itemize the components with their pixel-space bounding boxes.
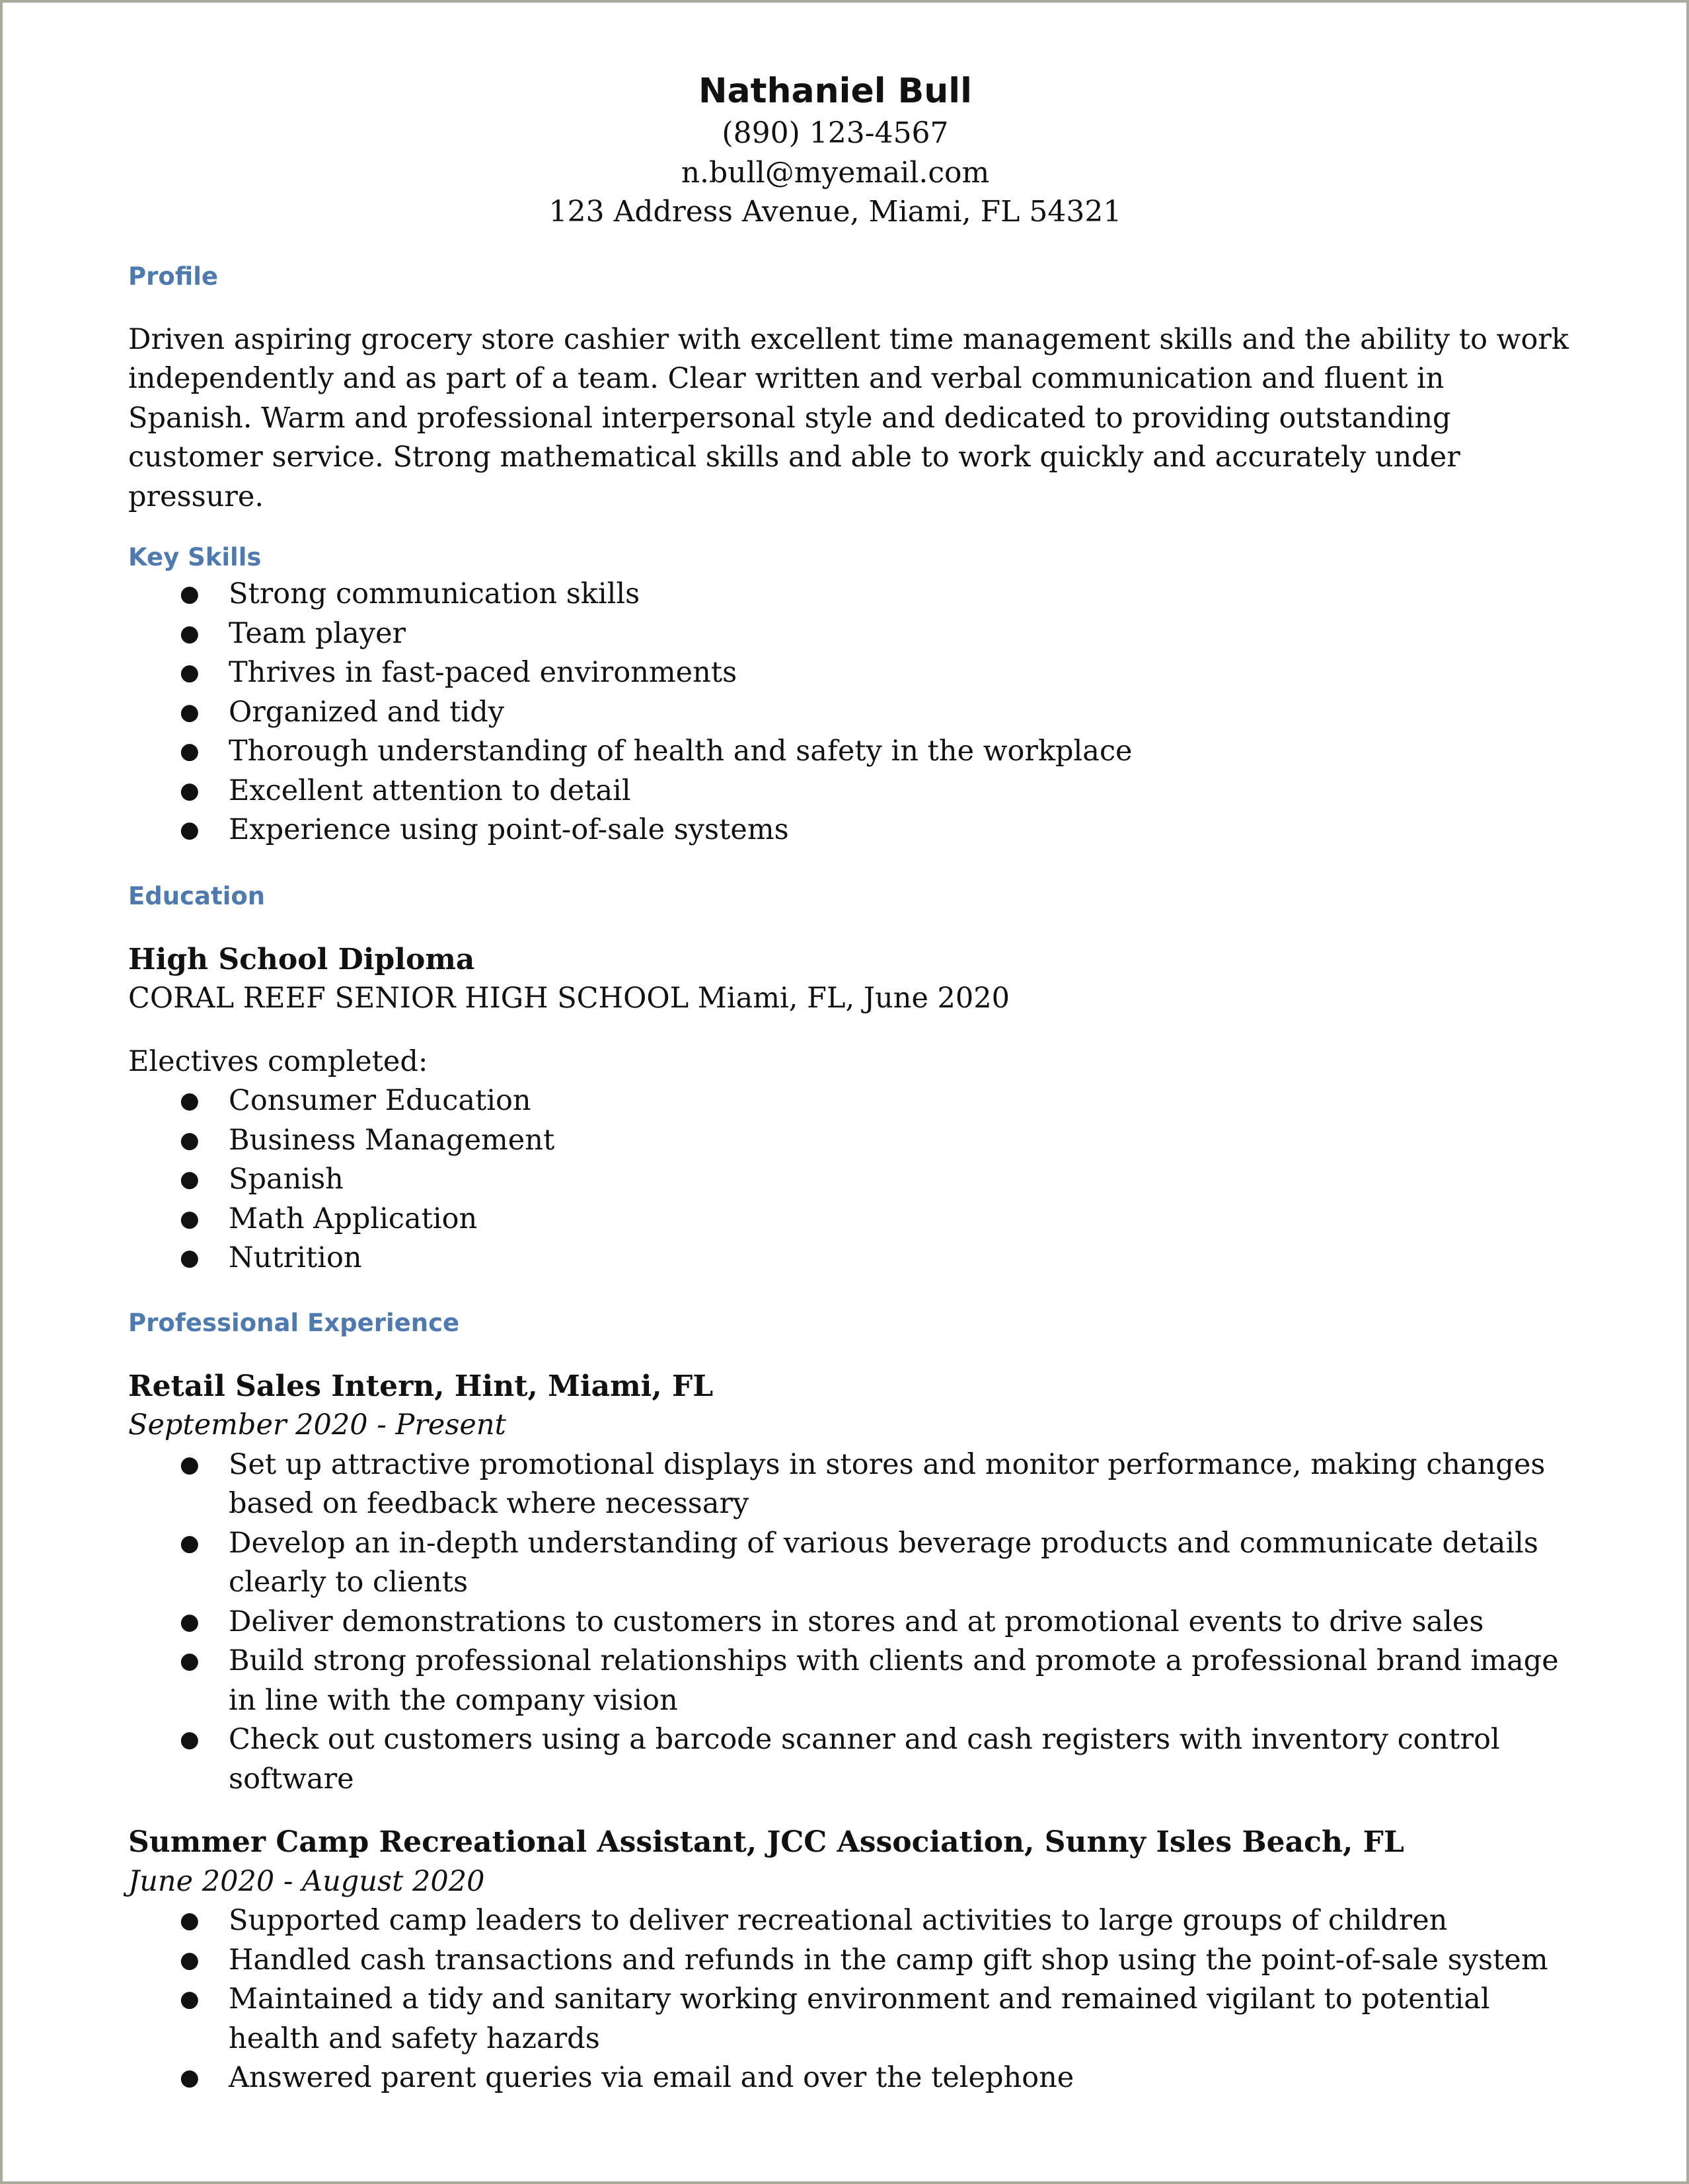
school-info: CORAL REEF SENIOR HIGH SCHOOL Miami, FL, June 2020 bbox=[128, 982, 1010, 1015]
elective-text: Consumer Education bbox=[229, 1084, 531, 1117]
job-duties-list bbox=[128, 1445, 1569, 1800]
job-dates: September 2020 - Present bbox=[128, 1408, 506, 1441]
applicant-name: Nathaniel Bull bbox=[698, 71, 972, 111]
email-address: n.bull@myemail.com bbox=[681, 155, 990, 190]
bullet-icon: ● bbox=[180, 1245, 200, 1271]
bullet-icon: ● bbox=[180, 1166, 200, 1192]
duty-text: Handled cash transactions and refunds in the camp gift shop using the point-of-sale system bbox=[229, 1943, 1548, 1977]
bullet-icon: ● bbox=[180, 698, 200, 725]
job-title: Retail Sales Intern, Hint, Miami, FL bbox=[128, 1369, 714, 1403]
bullet-icon: ● bbox=[180, 1451, 200, 1478]
bullet-icon: ● bbox=[180, 1529, 200, 1556]
list-item bbox=[128, 575, 1569, 614]
duty-text: Supported camp leaders to deliver recreational activities to large groups of children bbox=[229, 1904, 1448, 1937]
bullet-icon: ● bbox=[180, 1648, 200, 1674]
list-item bbox=[128, 732, 1569, 772]
postal-address: 123 Address Avenue, Miami, FL 54321 bbox=[548, 195, 1122, 229]
electives-list bbox=[128, 1081, 1569, 1278]
duty-text: Answered parent queries via email and over the telephone bbox=[229, 2061, 1074, 2094]
skill-text: Strong communication skills bbox=[229, 577, 640, 610]
list-item bbox=[128, 1941, 1569, 1981]
key-skills-list bbox=[128, 575, 1569, 850]
list-item bbox=[128, 1081, 1569, 1121]
bullet-icon: ● bbox=[180, 1986, 200, 2012]
bullet-icon: ● bbox=[180, 1907, 200, 1934]
job-dates: June 2020 - August 2020 bbox=[128, 1864, 485, 1898]
skill-text: Excellent attention to detail bbox=[229, 774, 631, 807]
list-item bbox=[128, 1642, 1569, 1720]
bullet-icon: ● bbox=[180, 1087, 200, 1114]
duty-text: Maintained a tidy and sanitary working environment and remained vigilant to potential health and safety hazards bbox=[229, 1983, 1490, 2055]
electives-label: Electives completed: bbox=[128, 1044, 428, 1078]
list-item bbox=[128, 653, 1569, 693]
education-heading: Education bbox=[128, 881, 266, 910]
list-item bbox=[128, 1239, 1569, 1278]
bullet-icon: ● bbox=[180, 581, 200, 607]
bullet-icon: ● bbox=[180, 1608, 200, 1635]
list-item bbox=[128, 1603, 1569, 1642]
profile-heading: Profile bbox=[128, 262, 218, 291]
list-item bbox=[128, 1720, 1569, 1799]
duty-text: Check out customers using a barcode scanner and cash registers with inventory control software bbox=[229, 1723, 1500, 1796]
profile-summary: Driven aspiring grocery store cashier with excellent time management skills and the ability to work independently and as part of a team. Clear written and verbal communication and fluent in Spanish. Warm and professional interpersonal style and dedicated to providing outstanding customer service. Strong mathematical skills and able to work quickly and accurately under pressure. bbox=[128, 322, 1569, 513]
list-item bbox=[128, 1445, 1569, 1524]
resume-content bbox=[128, 62, 1569, 2098]
list-item bbox=[128, 772, 1569, 811]
list-item bbox=[128, 614, 1569, 654]
elective-text: Math Application bbox=[229, 1202, 478, 1235]
list-item bbox=[128, 1901, 1569, 1941]
experience-heading: Professional Experience bbox=[128, 1308, 460, 1337]
bullet-icon: ● bbox=[180, 1726, 200, 1753]
duty-text: Deliver demonstrations to customers in stores and at promotional events to drive sales bbox=[229, 1605, 1484, 1638]
list-item bbox=[128, 1200, 1569, 1239]
skill-text: Experience using point-of-sale systems bbox=[229, 813, 789, 846]
duty-text: Set up attractive promotional displays in stores and monitor performance, making changes based on feedback where necessary bbox=[229, 1447, 1546, 1520]
list-item bbox=[128, 1524, 1569, 1603]
list-item bbox=[128, 1160, 1569, 1200]
skill-text: Team player bbox=[229, 616, 406, 650]
skill-text: Thrives in fast-paced environments bbox=[229, 656, 737, 689]
skill-text: Thorough understanding of health and safety in the workplace bbox=[229, 735, 1133, 768]
bullet-icon: ● bbox=[180, 659, 200, 686]
job-title: Summer Camp Recreational Assistant, JCC Association, Sunny Isles Beach, FL bbox=[128, 1825, 1404, 1859]
key-skills-heading: Key Skills bbox=[128, 543, 262, 571]
bullet-icon: ● bbox=[180, 738, 200, 764]
list-item bbox=[128, 2058, 1569, 2098]
elective-text: Business Management bbox=[229, 1123, 555, 1157]
skill-text: Organized and tidy bbox=[229, 695, 505, 729]
elective-text: Nutrition bbox=[229, 1241, 362, 1274]
list-item bbox=[128, 1121, 1569, 1161]
elective-text: Spanish bbox=[229, 1163, 344, 1196]
list-item bbox=[128, 693, 1569, 733]
bullet-icon: ● bbox=[180, 1126, 200, 1153]
bullet-icon: ● bbox=[180, 2064, 200, 2091]
degree-title: High School Diploma bbox=[128, 942, 475, 976]
bullet-icon: ● bbox=[180, 777, 200, 804]
duty-text: Build strong professional relationships with clients and promote a professional brand image in line with the company vision bbox=[229, 1644, 1559, 1717]
list-item bbox=[128, 1980, 1569, 2058]
list-item bbox=[128, 811, 1569, 850]
job-duties-list bbox=[128, 1901, 1569, 2098]
bullet-icon: ● bbox=[180, 1946, 200, 1973]
duty-text: Develop an in-depth understanding of various beverage products and communicate details clearly to clients bbox=[229, 1526, 1538, 1599]
phone-number: (890) 123-4567 bbox=[722, 116, 949, 150]
resume-header bbox=[82, 69, 1589, 232]
bullet-icon: ● bbox=[180, 817, 200, 843]
bullet-icon: ● bbox=[180, 1205, 200, 1232]
bullet-icon: ● bbox=[180, 620, 200, 647]
